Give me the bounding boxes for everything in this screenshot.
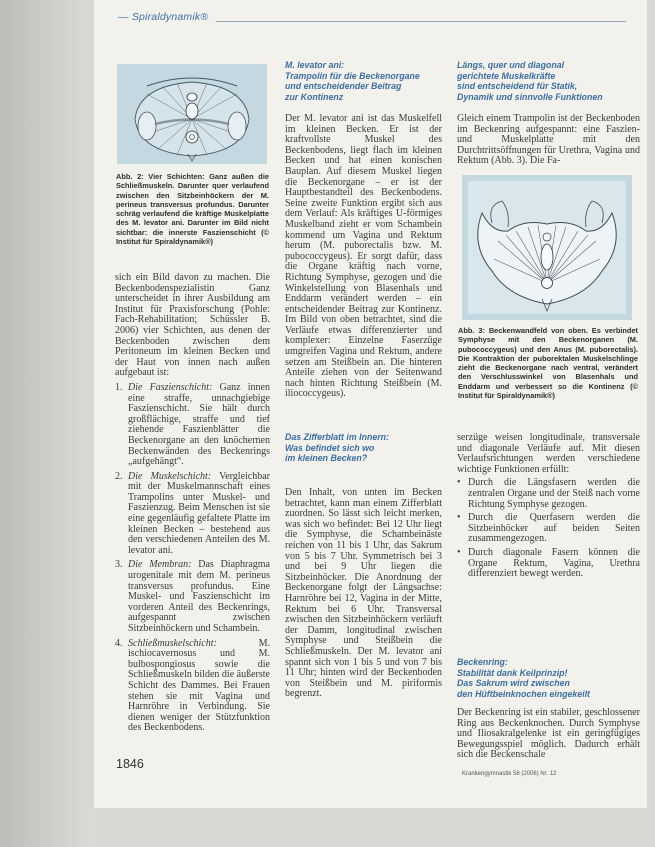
heading-line: M. levator ani: <box>285 60 345 70</box>
list-number: 4. <box>115 637 123 649</box>
muscle-forces-text <box>457 114 640 167</box>
page-number: 1846 <box>116 757 144 771</box>
list-item <box>457 478 640 510</box>
figure-abb3-caption: Abb. 3: Beckenwandfeld von oben. Es verbindet Symphyse mit den Beckenorganen (M. pubococcygeus) und den Anus (M. puborectalis). Die Kontraktion der puborektalen Muskelschlinge zieht die Beckenorgane nach ventral, verändert den Verschlusswinkel von Blasenhals und Enddarm und verbessert so die Kontinenz (© Institut für Spiraldynamik®) <box>458 326 638 401</box>
layer-text: Ganz innen eine straffe, unnachgiebige Faszienschicht. Sie hält durch großflächige, straffe und tief ziehende Faszienblätter die Beckenorgane an den knöchernen Beckenwänden des Beckenrings „aufgehängt“. <box>128 381 270 468</box>
figure-abb3-pelvic-floor-from-above <box>462 175 632 320</box>
figure-abb2-pelvic-floor-layers <box>117 64 267 164</box>
beckenring-text <box>457 708 640 761</box>
list-number: 1. <box>115 381 123 393</box>
heading-line: im kleinen Becken? <box>285 453 368 464</box>
figure-abb2-caption: Abb. 2: Vier Schichten: Ganz außen die Schließmuskeln. Darunter quer verlaufend zwischen den Sitzbeinhöckern der M. perineus transversus profundus. Darunter schräg verlaufend die kräftige Muskelplatte des M. levator ani. Darunter im Bild nicht sichtbar: die innerste Faszienschicht (© Institut für Spiraldynamik®) <box>116 172 269 247</box>
heading-line: Beckenring: <box>457 657 508 667</box>
zifferblatt-text <box>285 488 442 700</box>
pelvic-floor-top-view-illustration <box>462 175 632 320</box>
layer-text: M. ischiocavernosus und M. bulbospongiosus sowie die Schließmuskeln bilden die äußerste Schicht des Dammes. Bei Frauen stehen sie mit Vagina und Harnröhre in Verbindung. Sie dienen weniger der Stützfunktion des Beckenbodens. <box>128 637 270 734</box>
heading-line: Dynamik und sinnvolle Funktionen <box>457 91 603 102</box>
layer-list-item <box>115 639 270 734</box>
layer-title: Die Faszienschicht: <box>128 381 213 393</box>
paragraph: Gleich einem Trampolin ist der Beckenboden im Beckenring aufgespannt: eine Faszien- und Muskelplatte mit den Durchtrittsöffnungen für Urethra, Vagina und Rektum (Abb. 3). Die Fa- <box>457 113 640 167</box>
scan-edge-shadow <box>0 0 96 847</box>
bullet-text: Durch die Längsfasern werden die zentralen Organe und der Steiß nach vorne Richtung Symphyse gezogen. <box>468 477 640 510</box>
heading-muscle-forces <box>457 60 640 102</box>
layer-title: Die Muskelschicht: <box>128 470 212 482</box>
journal-footer: Krankengymnastik 58 (2006) Nr. 12 <box>462 771 557 777</box>
list-number: 3. <box>115 559 123 571</box>
header-rule <box>216 21 626 22</box>
bullet-icon: • <box>457 477 461 489</box>
paragraph: Der M. levator ani ist das Muskelfell im kleinen Becken. Er ist der kraftvollste Muskel des Beckenbodens, liegt flach im kleinen Becken und hat einen konischen Bauplan. Auf diesem Muskel liegen die Beckenorgane – er ist der Hauptbestandteil des Beckenbodens. Seine zweite Funktion ergibt sich aus dem Verlauf: Als kräftiges U-förmiges Muskelband zieht er vom Schambein kommend um Vagina und Rektum herum (M. puborectalis bzw. M. pubococcygeus). Er sorgt dafür, dass die Organe kräftig nach vorne, Richtung Symphyse, gezogen und die Winkelstellung von Blasenhals und Enddarm verändert werden – ein entscheidender Beitrag zur Kontinenz. Im Bild von oben betrachtet, sind die Verläufe etwas differenzierter und komplexer: Einzelne Faserzüge umgreifen Vagina und Rektum, andere setzen am Steißbein an. Die hinteren Anteile ziehen von der Seitenwand nach hinten Richtung Steißbein (M. iliococcygeus). <box>285 113 442 400</box>
layer-title: Die Membran: <box>128 559 192 571</box>
bullet-text: Durch diagonale Fasern können die Organe Rektum, Vagina, Urethra differenziert bewegt werden. <box>468 546 640 580</box>
heading-line: Das Sakrum wird zwischen <box>457 678 570 689</box>
pelvic-floor-illustration <box>117 64 267 164</box>
heading-line: den Hüftbeinknochen eingekeilt <box>457 688 590 699</box>
paragraph: Der Beckenring ist ein stabiler, geschlossener Ring aus Beckenknochen. Durch Symphyse und Iliosakralgelenke ist ein geringfügiges Bewegungsspiel möglich. Dadurch erhält sich die Beckenschale <box>457 707 640 761</box>
list-item <box>457 513 640 545</box>
heading-zifferblatt <box>285 432 442 464</box>
levator-ani-text <box>285 114 442 400</box>
heading-line: gerichtete Muskelkräfte <box>457 70 556 81</box>
layer-list-item <box>115 560 270 634</box>
list-item <box>457 548 640 580</box>
layer-text: Das Diaphragma urogenitale mit dem M. perineus transversus profundus. Eine Muskel- und Faszienschicht im vorderen Anteil des Beckenrings, aufgespannt zwischen Sitzbeinhöckern und Schambein. <box>128 559 270 634</box>
bullet-icon: • <box>457 546 461 558</box>
list-number: 2. <box>115 470 123 482</box>
left-column-text <box>115 273 270 734</box>
heading-line: Trampolin für die Beckenorgane <box>285 70 420 81</box>
layer-text: Vergleichbar mit der Muskelmannschaft eines Trampolins unter Muskel- und Faszienzug. Beim Menschen ist sie eine gegenläufig gefaltete Platte im kleinen Becken – bestehend aus den verschiedenen Anteilen des M. levator ani. <box>128 470 270 556</box>
heading-beckenring <box>457 657 640 699</box>
heading-line: sind entscheidend für Statik, <box>457 81 578 92</box>
layer-title: Schließmuskelschicht: <box>128 637 217 649</box>
heading-line: Stabilität dank Keilprinzip! <box>457 667 568 678</box>
heading-line: Das Zifferblatt im Innern: <box>285 432 389 442</box>
paragraph: serzüge weisen longitudinale, transversale und diagonale Verläufe auf. Mit diesen Verlaufsrichtungen werden verschiedene wichtige Funktionen erfüllt: <box>457 432 640 475</box>
heading-line: und entscheidender Beitrag <box>285 81 402 92</box>
bullet-text: Durch die Querfasern werden die Sitzbeinhöcker auf beiden Seiten zusammengezogen. <box>468 512 640 545</box>
fiber-directions-text <box>457 433 640 580</box>
heading-line: zur Kontinenz <box>285 91 344 102</box>
layer-list-item <box>115 472 270 557</box>
heading-line: Was befindet sich wo <box>285 442 375 453</box>
section-title: — Spiraldynamik® <box>118 11 209 23</box>
paragraph: Den Inhalt, von unten im Becken betrachtet, kann man einem Zifferblatt zuordnen. So lässt sich leicht merken, was sich wo befindet: Bei 12 Uhr liegt die Symphyse, die Schambeinäste reichen von 11 bis 1 Uhr, das Sakrum von 5 bis 7 Uhr. Symmetrisch bei 3 und bei 9 Uhr liegen die Sitzbeinhöcker. Die Anordnung der Beckenorgane folgt der Längsachse: Harnröhre bei 12, Vagina in der Mitte, Rektum bei 6 Uhr. Transversal zwischen den Sitzbeinhöckern verläuft der Damm, longitudinal zwischen Symphyse und Steißbein die Schließmuskeln. Der M. levator ani spannt sich von 1 bis 5 und von 7 bis 11 Uhr; hinten wird der Beckenboden von Steißbein und M. piriformis begrenzt. <box>285 487 442 700</box>
heading-levator-ani <box>285 60 442 102</box>
heading-line: Längs, quer und diagonal <box>457 60 565 70</box>
bullet-icon: • <box>457 512 461 524</box>
layer-list-item <box>115 383 270 468</box>
left-intro-paragraph: sich ein Bild davon zu machen. Die Beckenbodenspezialistin Ganz unterscheidet in ihrer Ausbildung am Institut für Praxisforschung (Pohle: Fach-Rehabilitation; Schüssler B. 2006) vier Schichten, aus denen der Beckenboden zwischen dem Peritoneum im kleinen Becken und der Haut von innen nach außen aufgebaut ist: <box>115 272 270 379</box>
